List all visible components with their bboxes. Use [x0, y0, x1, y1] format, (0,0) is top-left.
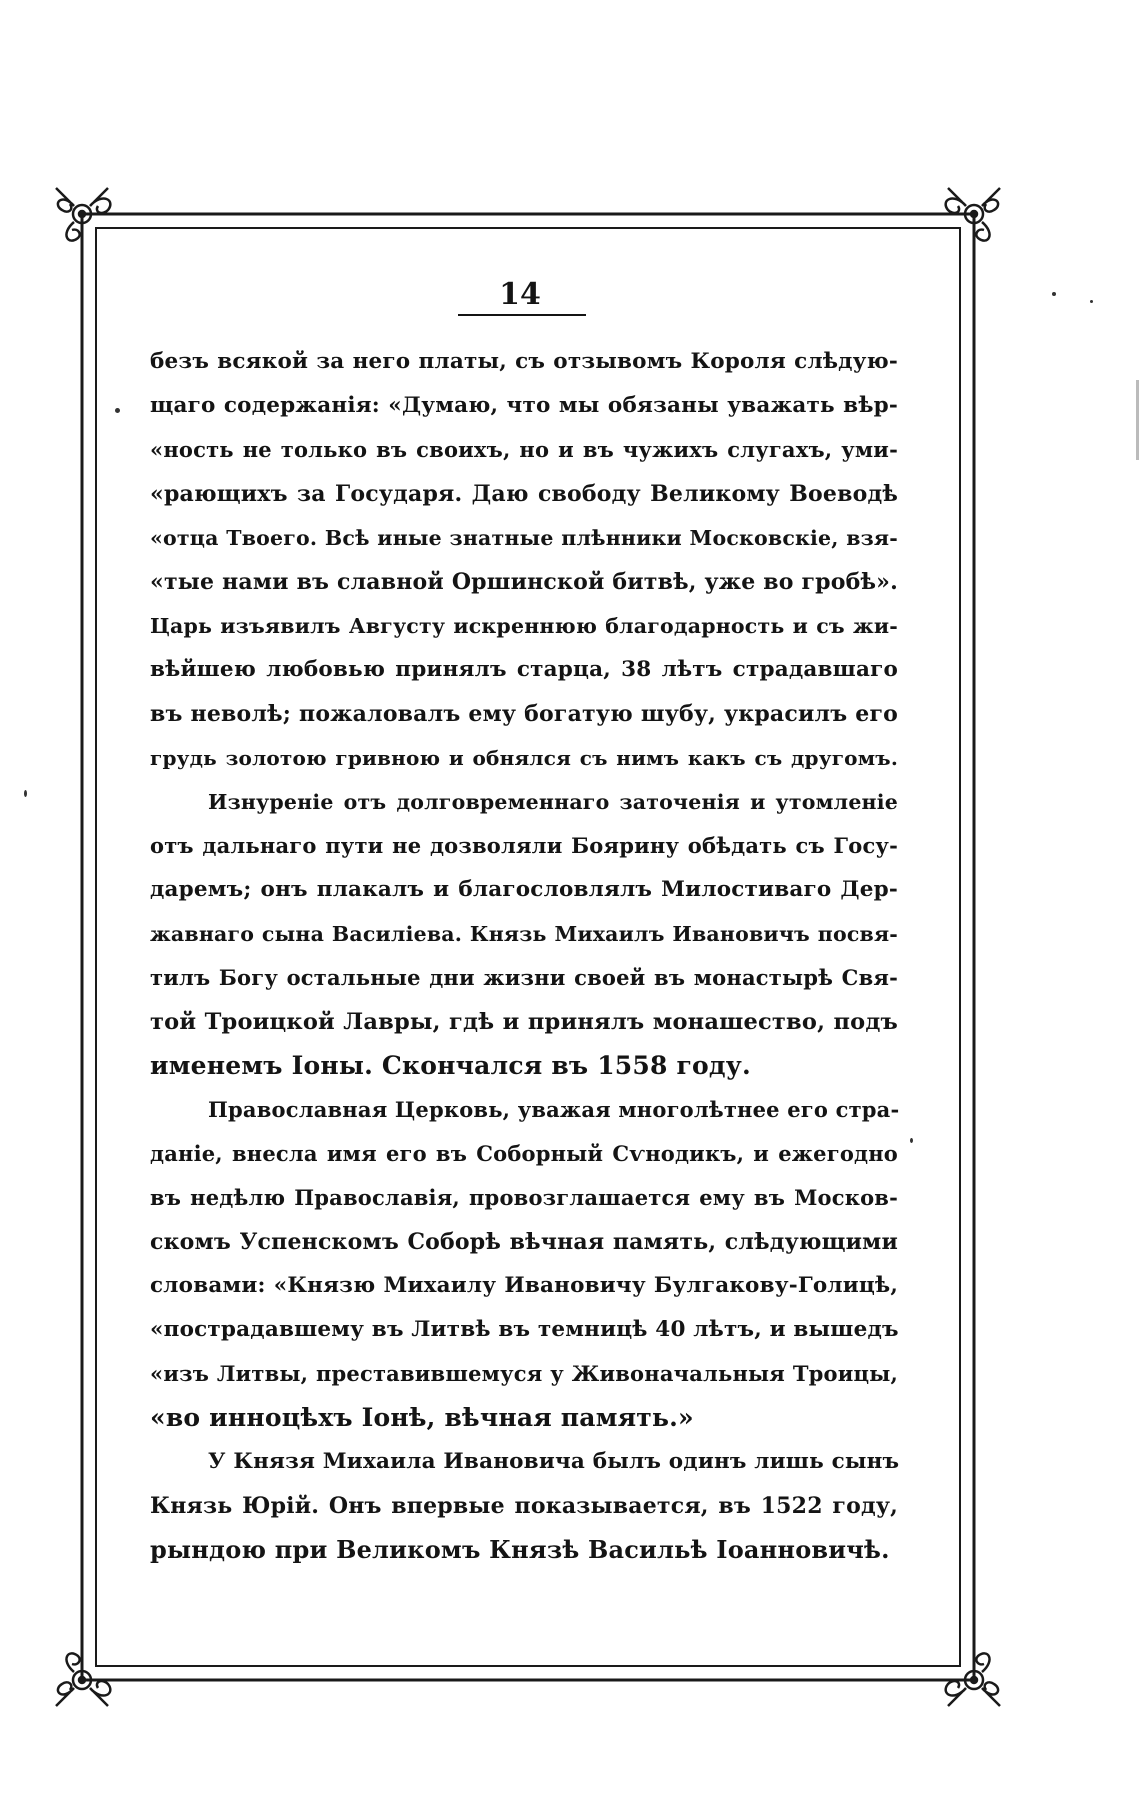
text-line: «изъ Литвы, преставившемуся у Живоначальныя Троицы, [150, 1361, 898, 1386]
scan-speck [910, 1138, 913, 1143]
page-number-rule [458, 314, 586, 316]
paragraph [150, 1088, 898, 1440]
text-line: скомъ Успенскомъ Соборѣ вѣчная память, слѣдующими [150, 1229, 898, 1255]
text-line: Князь Юрій. Онъ впервые показывается, въ 1522 году, [150, 1493, 898, 1519]
text-line: безъ всякой за него платы, съ отзывомъ Короля слѣдую- [150, 349, 898, 374]
text-line: «пострадавшему въ Литвѣ въ темницѣ 40 лѣтъ, и вышедъ [150, 1317, 899, 1342]
text-line: грудь золотою гривною и обнялся съ нимъ какъ съ другомъ. [150, 746, 898, 770]
scan-speck [115, 408, 120, 413]
page-number: 14 [499, 277, 541, 312]
body-text [150, 340, 898, 1572]
text-line: щаго содержанія: «Думаю, что мы обязаны уважать вѣр- [150, 393, 898, 418]
text-line: жавнаго сына Василіева. Князь Михаилъ Ивановичъ посвя- [150, 922, 898, 946]
text-line: «во инноцѣхъ Іонѣ, вѣчная память.» [150, 1403, 694, 1432]
text-line: «отца Твоего. Всѣ иные знатные плѣнники Московскіе, взя- [150, 526, 898, 550]
paragraph [150, 1440, 898, 1572]
text-line: въ неволѣ; пожаловалъ ему богатую шубу, украсилъ его [150, 701, 898, 727]
paragraph [150, 340, 898, 780]
text-line: «рающихъ за Государя. Даю свободу Великому Воеводѣ [150, 481, 898, 507]
scan-speck [1052, 292, 1056, 296]
text-line: словами: «Князю Михаилу Ивановичу Булгакову-Голицѣ, [150, 1273, 898, 1298]
scan-speck [24, 790, 27, 797]
text-line: именемъ Іоны. Скончался въ 1558 году. [150, 1051, 751, 1080]
text-line: Царь изъявилъ Августу искреннюю благодарность и съ жи- [150, 614, 898, 638]
text-line: Изнуреніе отъ долговременнаго заточенія и утомленіе [208, 790, 898, 814]
text-line: «тые нами въ славной Оршинской битвѣ, уже во гробѣ». [150, 569, 898, 595]
text-line: даніе, внесла имя его въ Соборный Сѵнодикъ, и ежегодно [150, 1141, 898, 1166]
text-line: тилъ Богу остальные дни жизни своей въ монастырѣ Свя- [150, 965, 898, 990]
text-line: «ность не только въ своихъ, но и въ чужихъ слугахъ, уми- [150, 437, 898, 462]
text-line: Православная Церковь, уважая многолѣтнее его стра- [208, 1097, 900, 1122]
text-line: той Троицкой Лавры, гдѣ и принялъ монашество, подъ [150, 1009, 898, 1035]
text-line: даремъ; онъ плакалъ и благословлялъ Милостиваго Дер- [150, 877, 898, 902]
text-line: вѣйшею любовью принялъ старца, 38 лѣтъ страдавшаго [150, 657, 898, 682]
paragraph [150, 780, 898, 1088]
scan-speck [1136, 380, 1139, 460]
text-line: У Князя Михаила Ивановича былъ одинъ лишь сынъ [208, 1449, 900, 1474]
text-line: рындою при Великомъ Князѣ Васильѣ Іоанновичѣ. [150, 1535, 890, 1564]
scan-speck [1090, 300, 1093, 303]
text-line: отъ дальнаго пути не дозволяли Боярину обѣдать съ Госу- [150, 833, 898, 858]
text-line: въ недѣлю Православія, провозглашается ему въ Москов- [150, 1185, 898, 1210]
